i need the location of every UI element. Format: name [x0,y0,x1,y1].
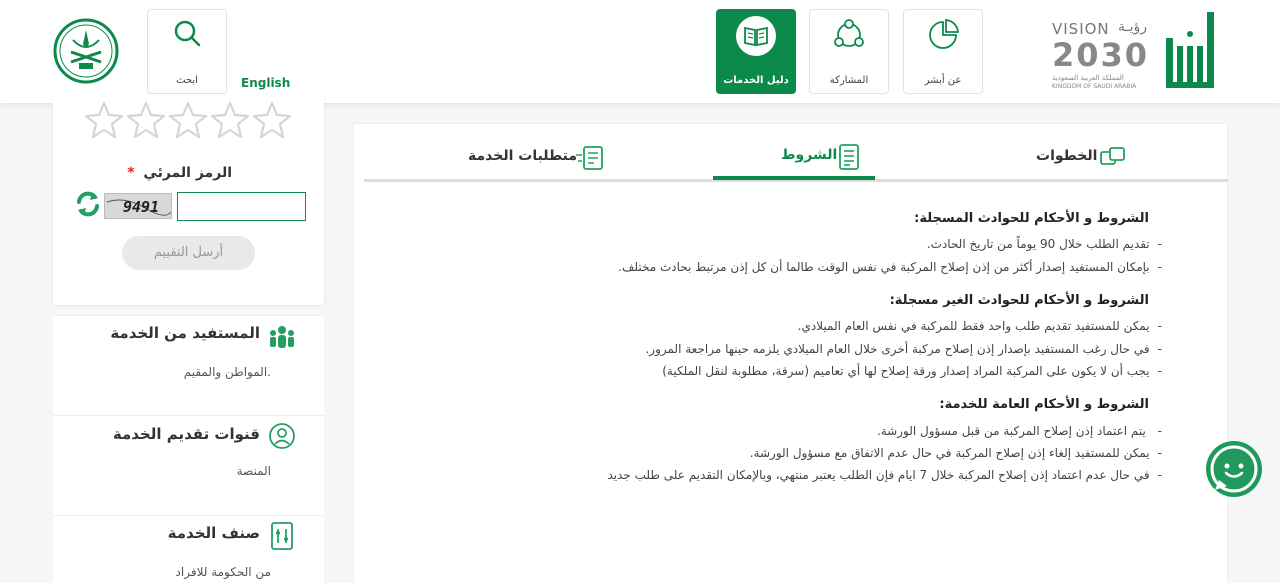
rating-card [53,95,324,305]
category-icon [270,521,294,555]
tab-terms-label: الشروط [781,147,838,163]
chatbot-button[interactable] [1205,440,1263,498]
beneficiary-title: المستفيد من الخدمة [110,324,260,342]
captcha-label-text: الرمز المرئي [143,165,232,181]
list-item: - في حال عدم اعتماد إذن إصلاح المركبة خلال 7 ايام فإن الطلب يعتبر منتهي، وبالإمكان التقديم على طلب جديد [607,468,1162,482]
channels-value: المنصة [236,464,271,478]
vision-2030-logo [1052,20,1156,92]
star-rating[interactable] [85,101,295,141]
list-item: - في حال رغب المستفيد بإصدار إذن إصلاح مركبة أخرى خلال العام الميلادي يلزمه حينها مراجعة المرور. [645,342,1162,356]
captcha-input[interactable] [177,192,306,221]
channel-icon [268,422,296,454]
book-icon [735,15,777,61]
section-title-registered: الشروط و الأحكام للحوادث المسجلة: [914,211,1149,226]
beneficiary-value: المواطن والمقيم. [183,365,271,379]
people-icon [268,324,296,354]
terms-icon [838,144,860,174]
stars-icon[interactable] [85,101,295,141]
search-icon [172,18,202,52]
category-section [53,515,324,583]
nav-services-guide[interactable] [716,9,796,94]
nav-services-guide-label: دليل الخدمات [723,75,789,86]
english-language-link[interactable]: English [241,76,291,90]
tab-steps[interactable] [1036,144,1128,172]
absher-logo-icon[interactable] [1164,12,1220,92]
captcha-image [104,193,172,219]
list-item: - يمكن للمستفيد إلغاء إذن إصلاح المركبة في حال عدم الاتفاق مع مسؤول الورشة. [750,446,1162,460]
requirements-icon [576,145,608,175]
list-item: - بإمكان المستفيد إصدار أكثر من إذن إصلاح المركبة في نفس الوقت طالما أن كل إذن مرتبط بحادث مختلف. [618,260,1162,274]
steps-icon [1100,146,1126,172]
tab-requirements[interactable] [468,144,610,172]
beneficiary-section [53,315,324,415]
section-title-unregistered: الشروط و الأحكام للحوادث الغير مسجلة: [889,293,1149,308]
captcha-label [127,165,232,181]
vision-sub-en: KINGDOM OF SAUDI ARABIA [1052,83,1137,90]
tab-steps-label: الخطوات [1036,148,1098,164]
nav-about-absher[interactable] [903,9,983,94]
nav-participation-label: المشاركة [829,75,869,86]
active-tab-indicator [713,176,875,180]
section-title-general: الشروط و الأحكام العامة للخدمة: [939,397,1149,412]
tab-requirements-label: متطلبات الخدمة [468,148,578,164]
list-item: - يتم اعتماد إذن إصلاح المركبة من قبل مسؤول الورشة. [877,424,1162,438]
nav-participation[interactable] [809,9,889,94]
chatbot-icon[interactable] [1205,440,1263,498]
vision-ar: رؤيـة [1118,19,1148,35]
saudi-emblem-icon[interactable] [53,18,119,84]
vision-sub-ar: المملكة العربية السعودية [1052,74,1124,82]
vision-year: 2030 [1052,36,1150,74]
captcha-refresh-icon[interactable] [73,189,103,219]
captcha-code: 9491 [123,198,160,216]
channels-section [53,415,324,515]
search-label: ابحث [176,75,198,86]
network-icon [832,18,866,56]
nav-about-absher-label: عن أبشر [924,75,962,86]
header [0,0,1280,103]
list-item: - يمكن للمستفيد تقديم طلب واحد فقط للمركبة في نفس العام الميلادي. [798,319,1162,333]
vision-title: VISION [1052,20,1110,38]
category-value: من الحكومة للافراد [175,565,271,579]
tab-terms[interactable] [781,144,863,172]
search-button[interactable] [147,9,227,94]
required-mark: * [127,165,135,181]
list-item: - يجب أن لا يكون على المركبة المراد إصدار ورقة إصلاح لها أي تعاميم (سرقة، مطلوبة لنقل الملكية) [662,364,1162,378]
submit-rating-button[interactable]: أرسل التقييم [122,236,255,270]
list-item: - تقديم الطلب خلال 90 يوماً من تاريخ الحادث. [927,237,1162,251]
category-title: صنف الخدمة [167,524,260,542]
pie-chart-icon [926,18,960,56]
channels-title: قنوات تقديم الخدمة [112,425,260,443]
